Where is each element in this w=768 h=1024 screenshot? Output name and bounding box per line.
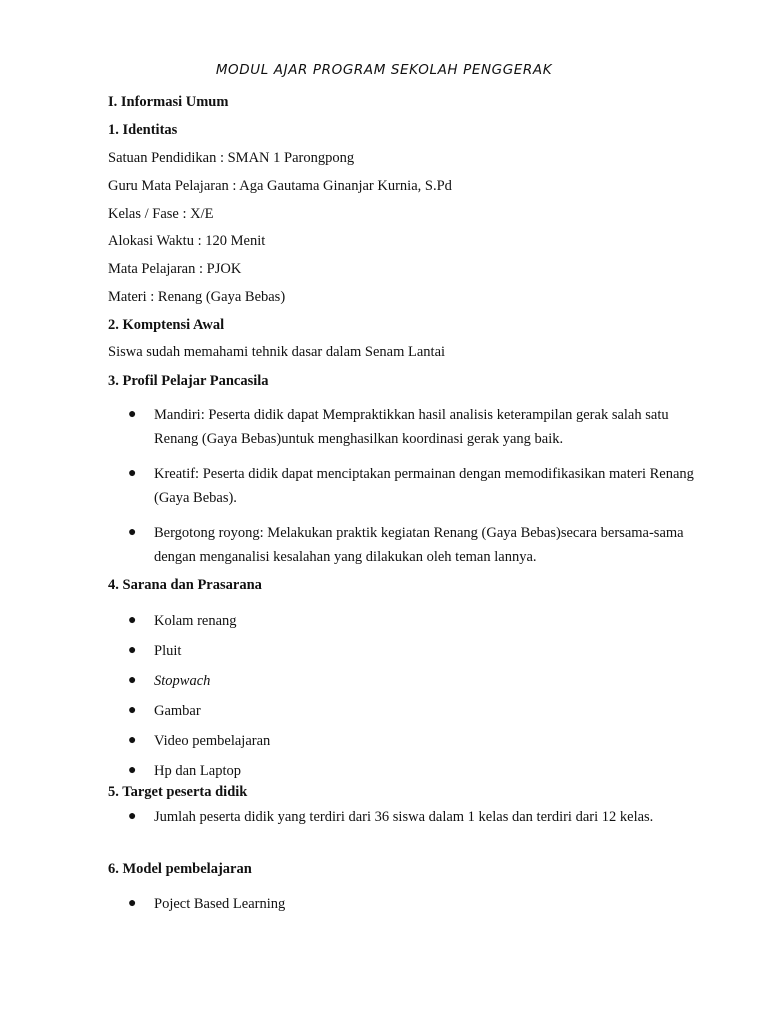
field-kelas-fase: Kelas / Fase : X/E [108,206,214,222]
list-item-model: Poject Based Learning [154,896,286,912]
kompetensi-text: Siswa sudah memahami tehnik dasar dalam Senam Lantai [108,344,446,360]
list-item-profil-kreatif: Kreatif: Peserta didik dapat menciptakan permainan dengan memodifikasikan materi Renang (Gaya Bebas). [154,466,694,506]
list-item-sarana: Pluit [154,643,182,659]
field-materi: Materi : Renang (Gaya Bebas) [108,289,286,305]
bullet-icon: ● [128,703,137,718]
list-item-sarana: Hp dan Laptop [154,763,241,779]
list-item-sarana: Video pembelajaran [154,733,271,749]
list-item-sarana: Kolam renang [154,613,237,629]
bullet-icon: ● [128,466,137,481]
field-mata-pelajaran: Mata Pelajaran : PJOK [108,261,242,277]
list-item-profil-mandiri: Mandiri: Peserta didik dapat Mempraktikkan hasil analisis keterampilan gerak salah satu Renang (Gaya Bebas)untuk menghasilkan koordinasi gerak yang baik. [154,407,669,447]
bullet-icon: ● [128,809,137,824]
bullet-icon: ● [128,613,137,628]
bullet-icon: ● [128,525,137,540]
section-heading-sarana: 4. Sarana dan Prasarana [108,577,262,593]
section-heading-model-pembelajaran: 6. Model pembelajaran [108,861,252,877]
field-satuan-pendidikan: Satuan Pendidikan : SMAN 1 Parongpong [108,150,355,166]
bullet-icon: ● [128,896,137,911]
bullet-icon: ● [128,643,137,658]
bullet-icon: ● [128,673,137,688]
field-guru-mata-pelajaran: Guru Mata Pelajaran : Aga Gautama Ginanjar Kurnia, S.Pd [108,178,452,194]
section-heading-informasi-umum: I. Informasi Umum [108,94,229,110]
bullet-icon: ● [128,407,137,422]
list-item-sarana: Stopwach [154,673,211,689]
section-heading-identitas: 1. Identitas [108,122,178,138]
bullet-icon: ● [128,733,137,748]
section-heading-profil-pelajar: 3. Profil Pelajar Pancasila [108,373,269,389]
list-item-sarana: Gambar [154,703,201,719]
list-item-target: Jumlah peserta didik yang terdiri dari 36 siswa dalam 1 kelas dan terdiri dari 12 kelas. [154,809,654,825]
section-heading-target-peserta: 5. Target peserta didik [108,784,248,800]
field-alokasi-waktu: Alokasi Waktu : 120 Menit [108,233,266,249]
bullet-icon: ● [128,763,137,778]
section-heading-kompetensi-awal: 2. Komptensi Awal [108,317,225,333]
document-title: MODUL AJAR PROGRAM SEKOLAH PENGGERAK [215,62,553,78]
list-item-profil-gotong-royong: Bergotong royong: Melakukan praktik kegiatan Renang (Gaya Bebas)secara bersama-sama dengan menganalisi kesalahan yang dilakukan oleh teman lannya. [154,525,684,565]
